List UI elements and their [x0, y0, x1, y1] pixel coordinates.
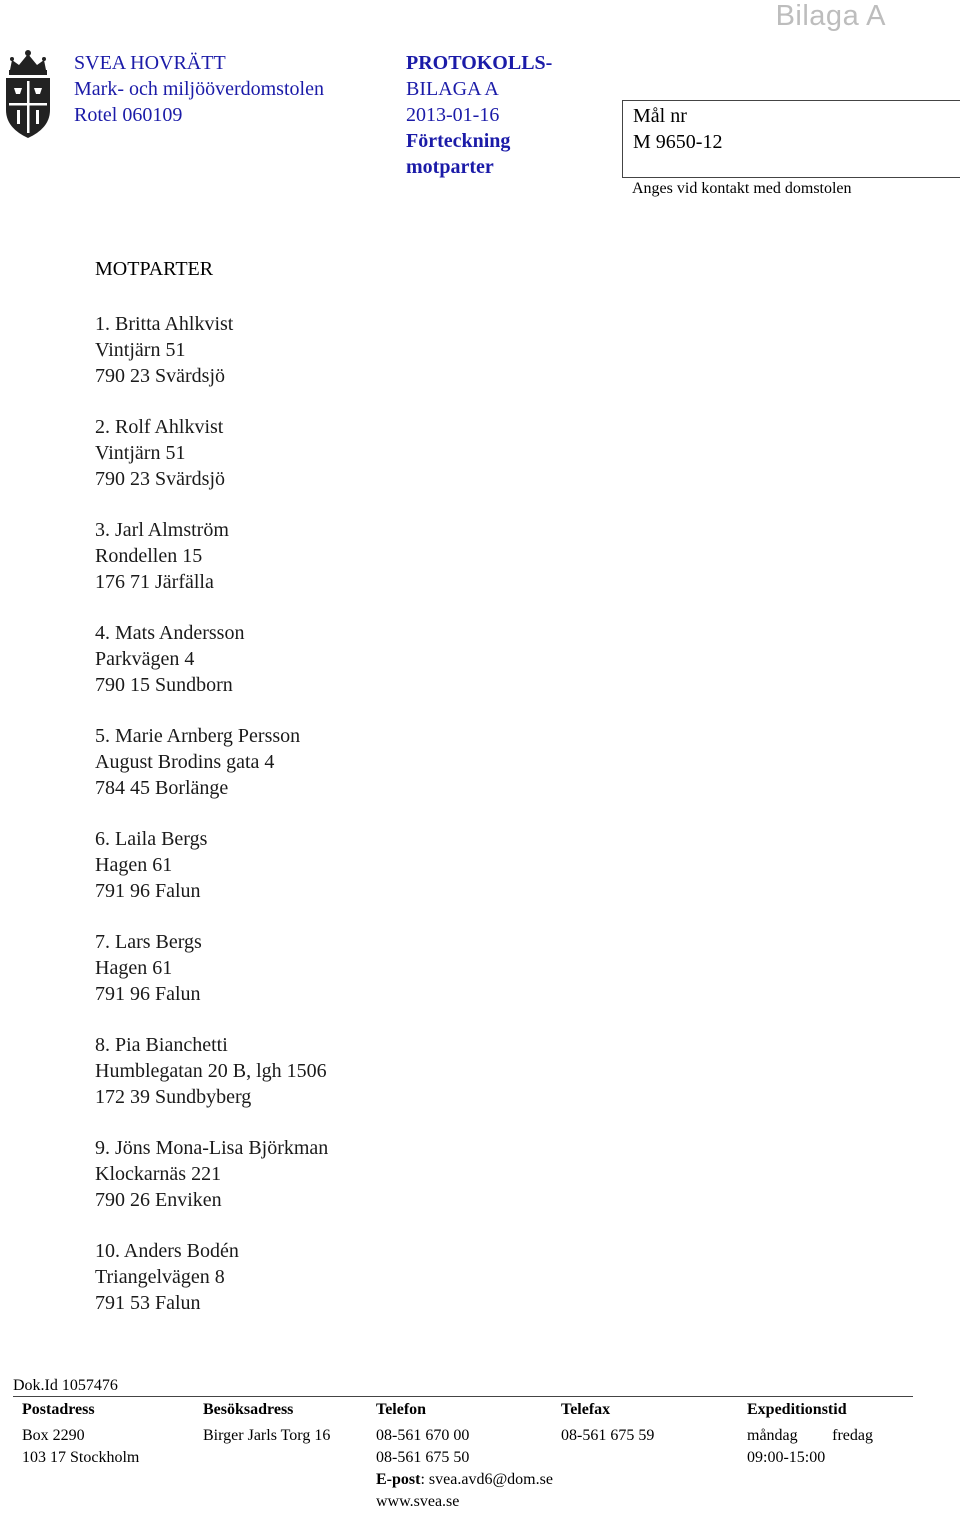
footer-days [747, 1425, 873, 1447]
party-city: 790 26 Enviken [95, 1189, 222, 1211]
email-link[interactable]: svea.avd6@dom.se [428, 1471, 553, 1488]
list-item [95, 620, 328, 698]
list-item [95, 311, 328, 389]
days-to: fredag [832, 1427, 873, 1444]
party-street: Hagen 61 [95, 854, 173, 876]
party-city: 784 45 Borlänge [95, 777, 229, 799]
protocol-title-1: PROTOKOLLS- [406, 52, 553, 74]
footer-divider [13, 1396, 913, 1397]
footer-besoksadress [203, 1399, 330, 1447]
party-street: August Brodins gata 4 [95, 751, 275, 773]
party-name: 3. Jarl Almström [95, 519, 229, 541]
footer-header: Telefax [561, 1401, 611, 1418]
party-city: 172 39 Sundbyberg [95, 1086, 252, 1108]
protocol-block [406, 50, 552, 180]
footer-header: Telefon [376, 1401, 427, 1418]
footer-value: 103 17 Stockholm [22, 1449, 140, 1466]
list-item [95, 929, 328, 1007]
footer-value: 08-561 675 59 [561, 1427, 655, 1444]
footer-header: Postadress [22, 1401, 95, 1418]
days-from: måndag [747, 1427, 798, 1444]
protocol-subject-2: motparter [406, 156, 494, 178]
party-name: 9. Jöns Mona-Lisa Björkman [95, 1137, 329, 1159]
party-city: 790 15 Sundborn [95, 674, 233, 696]
footer-value: Birger Jarls Torg 16 [203, 1427, 331, 1444]
party-city: 790 23 Svärdsjö [95, 468, 225, 490]
footer-telefax [561, 1399, 654, 1447]
footer-telefon [376, 1399, 553, 1513]
party-street: Humblegatan 20 B, lgh 1506 [95, 1060, 327, 1082]
list-item [95, 1032, 328, 1110]
party-name: 5. Marie Arnberg Persson [95, 725, 301, 747]
party-street: Triangelvägen 8 [95, 1266, 225, 1288]
footer-email: E-post: svea.avd6@dom.se [376, 1471, 553, 1488]
list-item [95, 517, 328, 595]
watermark-bilaga: Bilaga A [775, 0, 886, 32]
party-name: 4. Mats Andersson [95, 622, 245, 644]
coat-of-arms-icon [0, 48, 56, 140]
party-name: 8. Pia Bianchetti [95, 1034, 228, 1056]
footer-value: 08-561 675 50 [376, 1449, 470, 1466]
party-street: Klockarnäs 221 [95, 1163, 222, 1185]
court-room: Rotel 060109 [74, 104, 183, 126]
party-city: 791 53 Falun [95, 1292, 201, 1314]
party-street: Rondellen 15 [95, 545, 203, 567]
party-list [95, 311, 328, 1341]
party-city: 791 96 Falun [95, 983, 201, 1005]
footer-value: Box 2290 [22, 1427, 85, 1444]
party-name: 2. Rolf Ahlkvist [95, 416, 224, 438]
party-street: Vintjärn 51 [95, 442, 186, 464]
web-link[interactable]: www.svea.se [376, 1493, 460, 1510]
party-street: Vintjärn 51 [95, 339, 186, 361]
court-header [74, 50, 324, 128]
party-name: 7. Lars Bergs [95, 931, 202, 953]
court-name: SVEA HOVRÄTT [74, 52, 226, 74]
case-note: Anges vid kontakt med domstolen [632, 180, 852, 197]
footer-expeditionstid [747, 1399, 873, 1469]
case-number-box [622, 100, 960, 178]
document-id: Dok.Id 1057476 [13, 1377, 118, 1394]
protocol-subject-1: Förteckning [406, 130, 511, 152]
list-item [95, 1135, 328, 1213]
party-city: 176 71 Järfälla [95, 571, 214, 593]
party-name: 1. Britta Ahlkvist [95, 313, 234, 335]
footer-postadress [22, 1399, 139, 1469]
party-name: 10. Anders Bodén [95, 1240, 239, 1262]
case-label: Mål nr [633, 105, 687, 127]
case-number: M 9650-12 [633, 131, 723, 153]
list-item [95, 414, 328, 492]
party-street: Parkvägen 4 [95, 648, 195, 670]
email-label: E-post [376, 1471, 421, 1488]
section-heading: MOTPARTER [95, 258, 214, 280]
list-item [95, 723, 328, 801]
party-city: 790 23 Svärdsjö [95, 365, 225, 387]
footer-value: 08-561 670 00 [376, 1427, 470, 1444]
footer-value: 09:00-15:00 [747, 1449, 826, 1466]
protocol-title-2: BILAGA A [406, 78, 499, 100]
list-item [95, 1238, 328, 1316]
court-division: Mark- och miljööverdomstolen [74, 78, 324, 100]
party-street: Hagen 61 [95, 957, 173, 979]
party-name: 6. Laila Bergs [95, 828, 208, 850]
party-city: 791 96 Falun [95, 880, 201, 902]
footer-header: Besöksadress [203, 1401, 294, 1418]
protocol-date: 2013-01-16 [406, 104, 500, 126]
footer-header: Expeditionstid [747, 1401, 847, 1418]
list-item [95, 826, 328, 904]
